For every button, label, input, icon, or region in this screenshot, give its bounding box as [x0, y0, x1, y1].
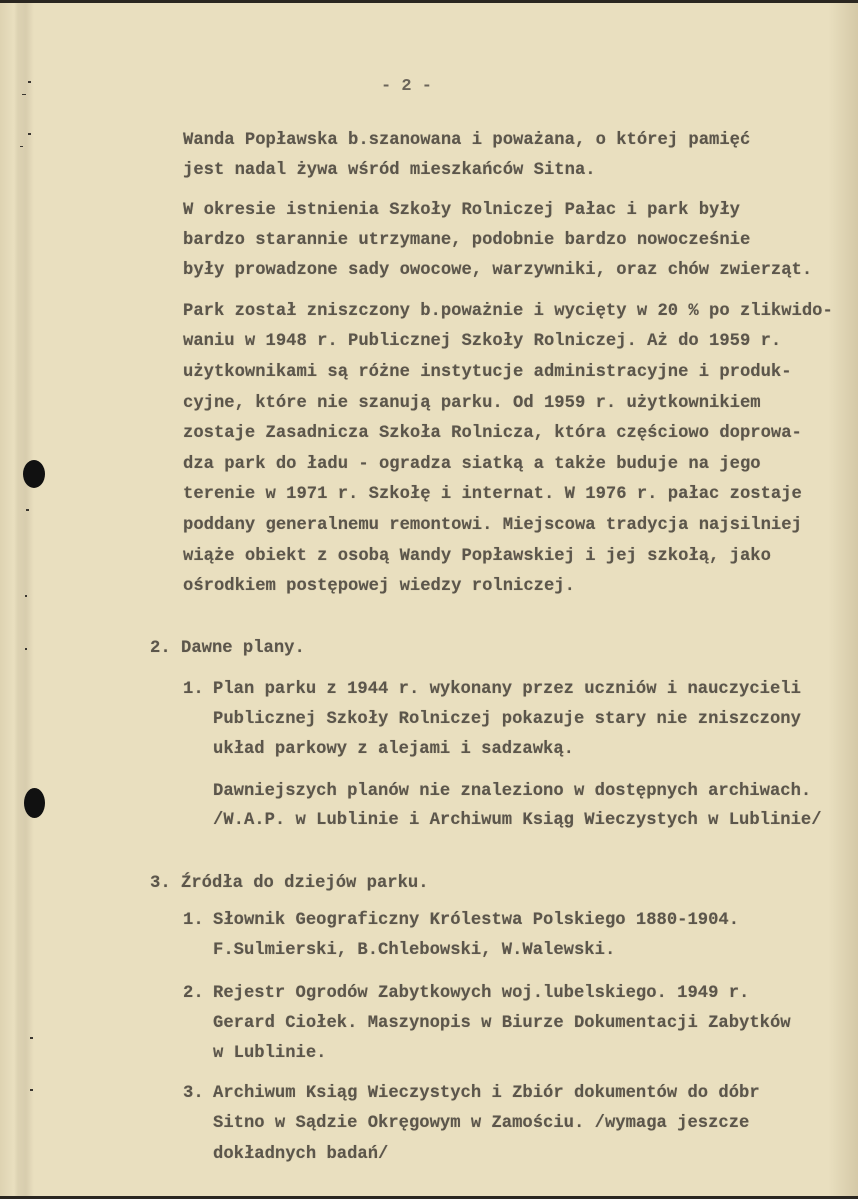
margin-mark	[30, 1089, 33, 1091]
text-line: Dawniejszych planów nie znaleziono w dostępnych archiwach.	[213, 782, 812, 801]
text-line: układ parkowy z alejami i sadzawką.	[213, 740, 574, 759]
margin-mark	[22, 94, 26, 95]
text-line: użytkownikami są różne instytucje administracyjne i produk-	[183, 363, 792, 382]
text-line: terenie w 1971 r. Szkołę i internat. W 1976 r. pałac zostaje	[183, 485, 802, 504]
item-number: 1.	[183, 911, 204, 930]
text-line: Plan parku z 1944 r. wykonany przez uczniów i nauczycieli	[213, 680, 801, 699]
text-line: Park został zniszczony b.poważnie i wycięty w 20 % po zlikwido-	[183, 302, 833, 321]
text-line: Gerard Ciołek. Maszynopis w Biurze Dokumentacji Zabytków	[213, 1014, 791, 1033]
margin-mark	[25, 648, 27, 650]
text-line: dokładnych badań/	[213, 1145, 389, 1164]
text-line: Sitno w Sądzie Okręgowym w Zamościu. /wymaga jeszcze	[213, 1114, 750, 1133]
margin-mark	[28, 81, 31, 83]
text-line: bardzo starannie utrzymane, podobnie bardzo nowocześnie	[183, 231, 751, 250]
text-line: Rejestr Ogrodów Zabytkowych woj.lubelskiego. 1949 r.	[213, 984, 750, 1003]
text-line: były prowadzone sady owocowe, warzywniki, oraz chów zwierząt.	[183, 261, 813, 280]
text-line: ośrodkiem postępowej wiedzy rolniczej.	[183, 577, 575, 596]
punch-hole	[23, 460, 45, 488]
section-title: Źródła do dziejów parku.	[181, 874, 429, 893]
section-number: 2.	[150, 639, 171, 658]
text-line: Wanda Popławska b.szanowana i poważana, o której pamięć	[183, 131, 751, 150]
text-line: cyjne, które nie szanują parku. Od 1959 r. użytkownikiem	[183, 394, 761, 413]
section-title: Dawne plany.	[181, 639, 305, 658]
margin-mark	[30, 1037, 33, 1039]
punch-hole	[24, 788, 45, 818]
text-line: wiąże obiekt z osobą Wandy Popławskiej i jej szkołą, jako	[183, 547, 771, 566]
text-line: Publicznej Szkoły Rolniczej pokazuje stary nie zniszczony	[213, 710, 801, 729]
text-line: w Lublinie.	[213, 1044, 327, 1063]
item-number: 2.	[183, 984, 204, 1003]
text-line: Archiwum Ksiąg Wieczystych i Zbiór dokumentów do dóbr	[213, 1084, 760, 1103]
text-line: jest nadal żywa wśród mieszkańców Sitna.	[183, 161, 596, 180]
margin-mark	[20, 146, 23, 147]
margin-mark	[26, 509, 29, 511]
text-line: /W.A.P. w Lublinie i Archiwum Ksiąg Wieczystych w Lublinie/	[213, 811, 822, 830]
text-line: zostaje Zasadnicza Szkoła Rolnicza, która częściowo doprowa-	[183, 424, 802, 443]
section-number: 3.	[150, 874, 171, 893]
margin-mark	[28, 133, 31, 135]
text-line: waniu w 1948 r. Publicznej Szkoły Rolniczej. Aż do 1959 r.	[183, 332, 782, 351]
item-number: 3.	[183, 1084, 204, 1103]
text-line: dza park do ładu - ogradza siatką a także buduje na jego	[183, 455, 761, 474]
item-number: 1.	[183, 680, 204, 699]
margin-mark	[25, 595, 27, 597]
text-line: poddany generalnemu remontowi. Miejscowa tradycja najsilniej	[183, 516, 802, 535]
page-number: - 2 -	[381, 77, 433, 96]
text-line: F.Sulmierski, B.Chlebowski, W.Walewski.	[213, 941, 616, 960]
text-line: W okresie istnienia Szkoły Rolniczej Pałac i park były	[183, 201, 740, 220]
text-line: Słownik Geograficzny Królestwa Polskiego 1880-1904.	[213, 911, 740, 930]
